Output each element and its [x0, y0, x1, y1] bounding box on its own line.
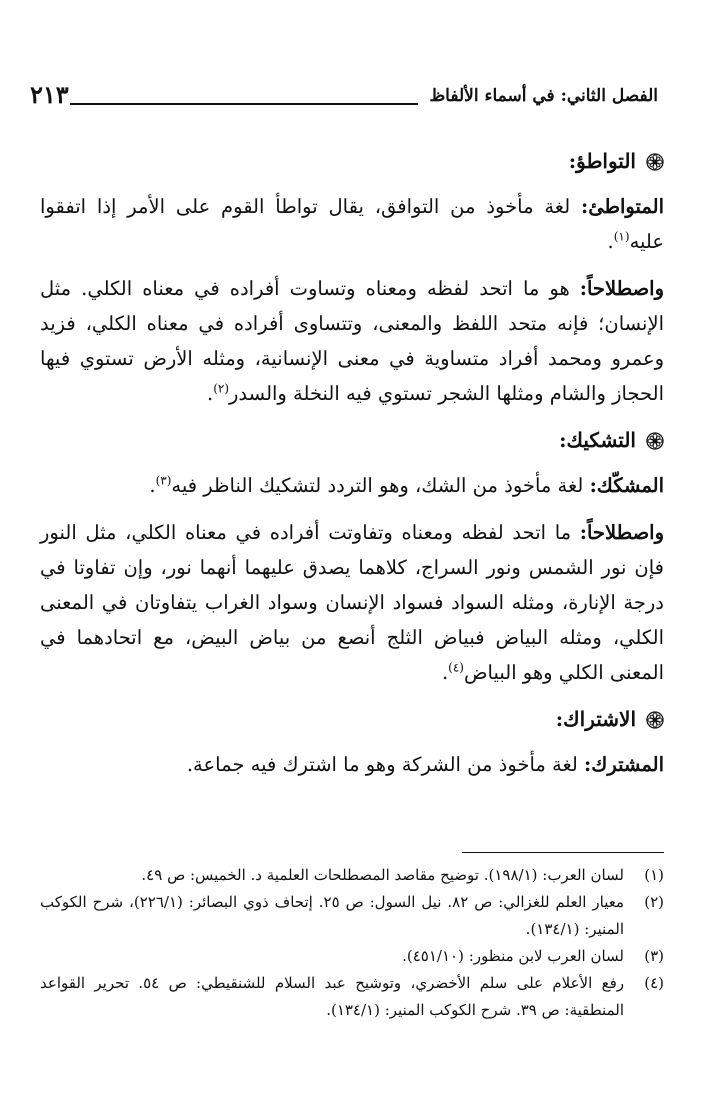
footnote-text: لسان العرب: (١٩٨/١). توضيح مقاصد المصطلحات العلمية د. الخميس: ص ٤٩.: [141, 866, 624, 884]
defined-term: المشترك:: [584, 753, 664, 776]
section-title-tawatu: [40, 144, 664, 179]
paragraph-end: .: [607, 230, 614, 253]
section-heading: التواطؤ:: [568, 149, 636, 173]
paragraph-text: هو ما اتحد لفظه ومعناه وتساوت أفراده في معناه الكلي. مثل الإنسان؛ فإنه متحد اللفظ والمعنى، وتتساوى أفراده في معناه الكلي، فزيد وعمرو ومحمد أفراد متساوية في معنى الإنسانية، ومثله الأرض تستوي فيها الحجاز والشام ومثلها الشجر تستوي فيه النخلة والسدر: [40, 277, 664, 405]
section-title-ishtirak: [40, 702, 664, 737]
footnote-text: لسان العرب لابن منظور: (٤٥١/١٠).: [402, 947, 624, 965]
section-heading: الاشتراك:: [555, 707, 636, 731]
footnote-item: [40, 970, 664, 1024]
flower-ornament-icon: [646, 711, 664, 729]
paragraph-end: .: [206, 382, 214, 405]
defined-term: المشكّك:: [589, 474, 664, 497]
paragraph: [40, 189, 664, 259]
footnote-item: [40, 862, 664, 889]
paragraph: [40, 515, 664, 690]
section-heading: التشكيك:: [559, 428, 636, 452]
footnote-number: (٣): [644, 947, 664, 965]
footnote-ref: (٣): [155, 473, 172, 488]
page-number: ٢١٣: [30, 80, 69, 109]
footnote-item: [40, 889, 664, 943]
paragraph: [40, 271, 664, 411]
paragraph: [40, 747, 664, 782]
paragraph-end: .: [441, 661, 449, 684]
flower-ornament-icon: [646, 153, 664, 171]
defined-term: المتواطئ:: [581, 195, 664, 218]
paragraph-text: لغة مأخوذ من الشك، وهو التردد لتشكيك الناظر فيه: [171, 474, 590, 497]
main-text: [40, 140, 664, 794]
footnote-ref: (٤): [448, 660, 464, 675]
section-title-tashkik: [40, 423, 664, 458]
header-rule: [70, 103, 418, 105]
footnote-text: رفع الأعلام على سلم الأخضري، وتوشيح عبد السلام للشنقيطي: ص ٥٤. تحرير القواعد المنطقية: ص ٣٩. شرح الكوكب المنير: (١٣٤/١).: [40, 974, 624, 1019]
footnote-ref: (٢): [213, 381, 230, 396]
footnote-text: معيار العلم للغزالي: ص ٨٢. نيل السول: ص ٢٥. إتحاف ذوي البصائر: (٢٢٦/١)، شرح الكوكب المنير: (١٣٤/١).: [40, 893, 624, 938]
defined-term: واصطلاحاً:: [579, 277, 664, 300]
paragraph-text: لغة مأخوذ من التوافق، يقال تواطأ القوم على الأمر إذا اتفقوا عليه: [40, 195, 664, 253]
paragraph-text: ما اتحد لفظه ومعناه وتفاوتت أفراده في معناه الكلي، مثل النور فإن نور الشمس ونور السراج، كلاهما يصدق عليهما أنهما نور، وإن تفاوتا في درجة الإنارة، ومثله السواد فسواد الإنسان وسواد الغراب يتفاوتان في المعنى الكلي، ومثله البياض فبياض الثلج أنصع من بياض البيض، مع اتحادهما في المعنى الكلي وهو البياض: [40, 521, 664, 684]
footnote-ref: (١): [613, 229, 630, 244]
footnote-item: [40, 943, 664, 970]
footnote-number: (٤): [644, 974, 664, 992]
chapter-title: الفصل الثاني: في أسماء الألفاظ: [429, 86, 658, 106]
paragraph-end: .: [149, 474, 156, 497]
flower-ornament-icon: [646, 432, 664, 450]
running-header: [30, 80, 658, 112]
footnote-number: (٢): [644, 893, 664, 911]
footnote-number: (١): [644, 866, 664, 884]
footnotes: [40, 862, 664, 1024]
footnote-separator: [462, 852, 664, 853]
paragraph: [40, 468, 664, 503]
defined-term: واصطلاحاً:: [579, 521, 664, 544]
paragraph-text: لغة مأخوذ من الشركة وهو ما اشترك فيه جماعة.: [186, 753, 585, 776]
